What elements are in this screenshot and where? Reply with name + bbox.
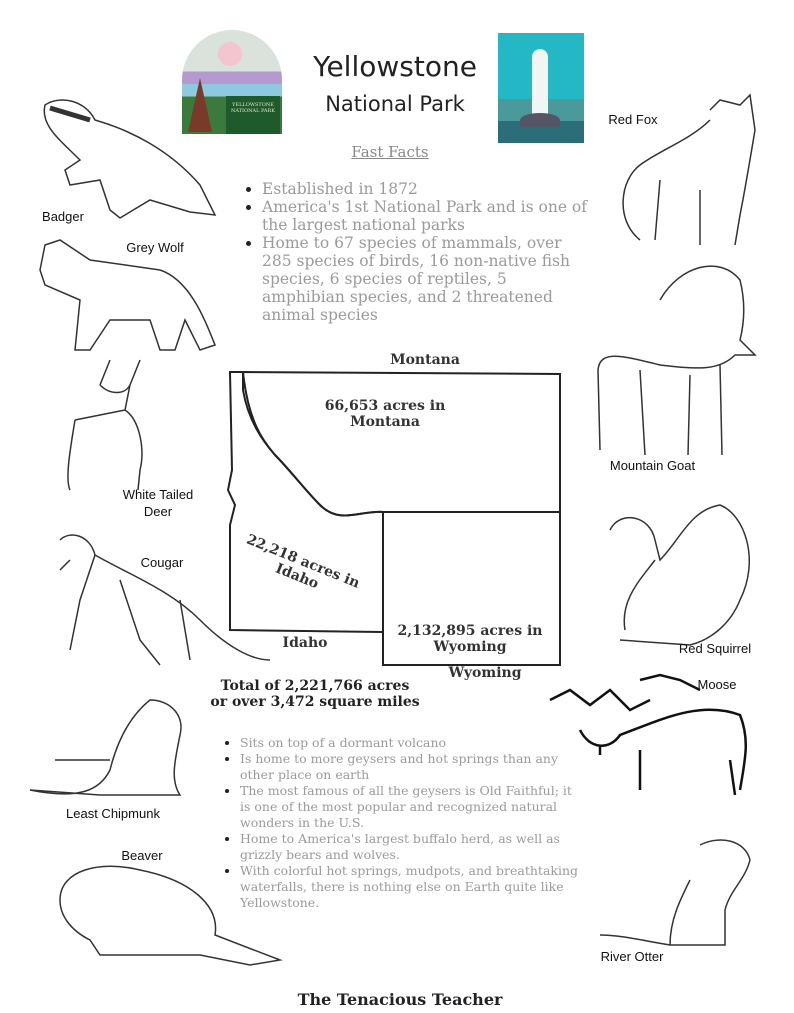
page-title: Yellowstone	[313, 50, 477, 83]
badger-label: Badger	[42, 209, 84, 224]
mountain-goat-label: Mountain Goat	[609, 458, 696, 473]
fact-item: • America's 1st National Park and is one of the largest national parks	[262, 198, 592, 234]
chipmunk-label: Least Chipmunk	[66, 806, 160, 821]
beaver-label: Beaver	[121, 848, 163, 863]
chipmunk-drawing	[30, 700, 181, 795]
fact-item: • Is home to more geysers and hot springs than any other place on earth	[240, 751, 585, 783]
deer-drawing	[68, 360, 142, 490]
beaver-drawing	[60, 866, 280, 965]
footer-credit: The Tenacious Teacher	[297, 990, 503, 1009]
fact-item: • Home to 67 species of mammals, over 285 species of birds, 16 non-native fish species, 6 species of reptiles, 5 amphibian species, and 2 threatened animal species	[262, 234, 592, 324]
moose-label: Moose	[697, 677, 737, 692]
badge-text: YELLOWSTONE NATIONAL PARK	[226, 96, 280, 134]
montana-acres: 66,653 acres in Montana	[324, 398, 446, 430]
red-squirrel-label: Red Squirrel	[678, 641, 752, 656]
deer-label: White Tailed Deer	[122, 487, 194, 519]
fact-item: • With colorful hot springs, mudpots, and breathtaking waterfalls, there is nothing else on Earth quite like Yellowstone.	[240, 863, 585, 911]
idaho-acres: 22,218 acres in Idaho	[244, 531, 362, 593]
idaho-label: Idaho	[282, 635, 328, 651]
grey-wolf-label: Grey Wolf	[126, 240, 184, 255]
fact-item: • Sits on top of a dormant volcano	[240, 735, 585, 751]
wyoming-acres: 2,132,895 acres in Wyoming	[397, 623, 543, 655]
red-fox-label: Red Fox	[608, 112, 658, 127]
page-subtitle: National Park	[325, 92, 465, 116]
montana-label: Montana	[390, 352, 460, 368]
fact-item: • The most famous of all the geysers is Old Faithful; it is one of the most popular and recognized natural wonders in the U.S.	[240, 783, 585, 831]
cougar-label: Cougar	[140, 555, 184, 570]
fast-facts-heading: Fast Facts	[351, 143, 429, 161]
fact-item: • Established in 1872	[262, 180, 592, 198]
moose-drawing	[550, 675, 746, 795]
badger-drawing	[44, 100, 215, 218]
red-squirrel-drawing	[610, 505, 749, 645]
river-otter-label: River Otter	[600, 949, 664, 964]
mountain-goat-drawing	[598, 266, 755, 455]
river-otter-drawing	[600, 840, 750, 945]
grey-wolf-drawing	[40, 240, 215, 350]
fact-item: • Home to America's largest buffalo herd, as well as grizzly bears and wolves.	[240, 831, 585, 863]
wyoming-label: Wyoming	[448, 665, 522, 681]
total-acres: Total of 2,221,766 acres	[220, 678, 410, 694]
total-square-miles: or over 3,472 square miles	[210, 694, 420, 710]
